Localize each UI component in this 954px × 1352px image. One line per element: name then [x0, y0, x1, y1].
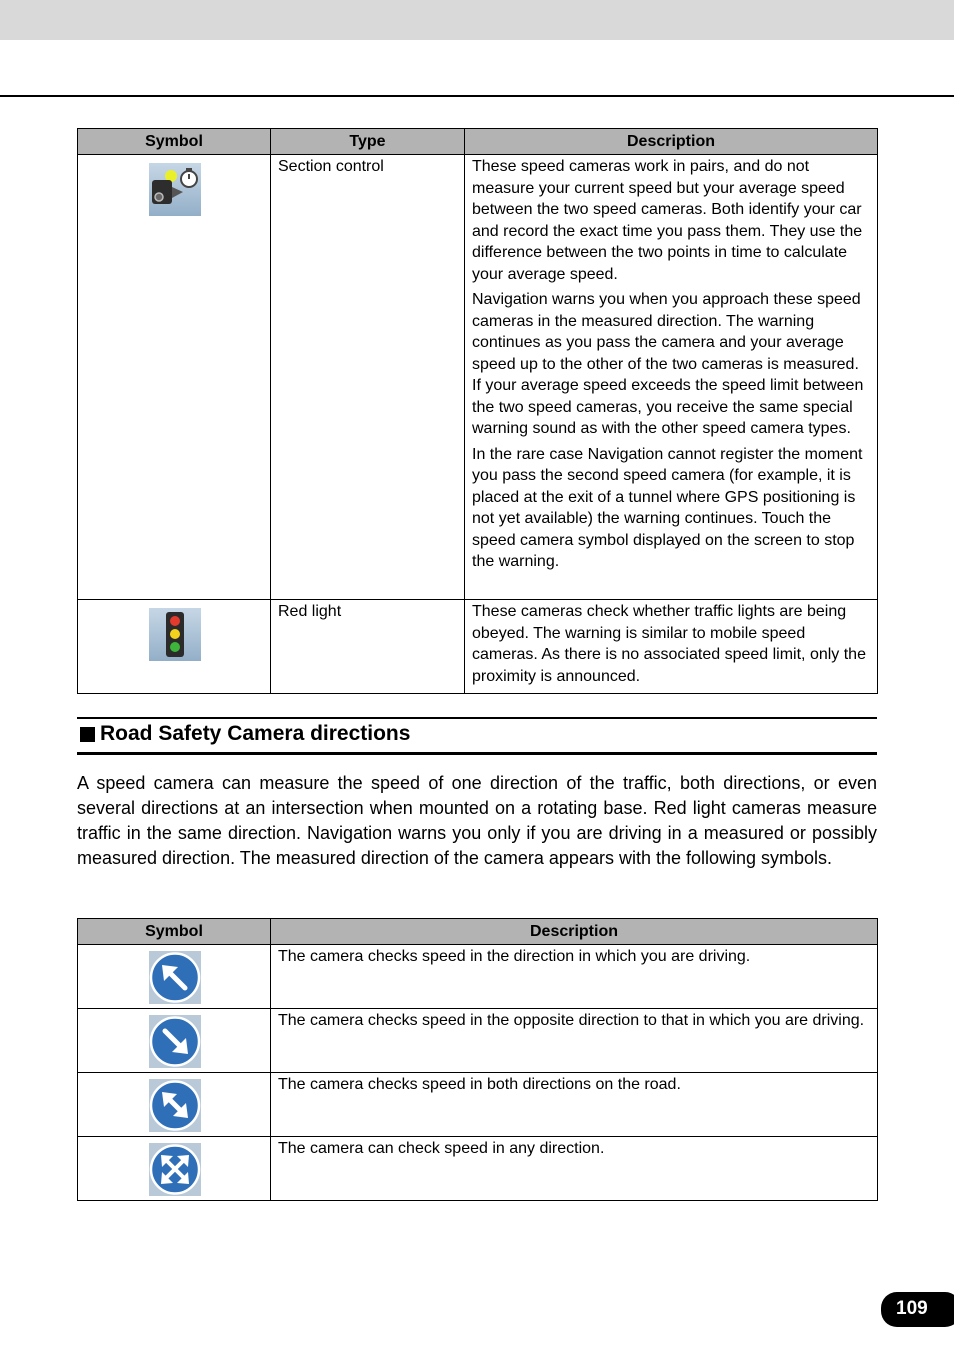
- camera-types-table: [77, 128, 878, 694]
- description-cell: [465, 155, 878, 600]
- table-row: [78, 1137, 878, 1201]
- header-type: Type: [271, 129, 465, 155]
- arrow-same-direction-icon: [149, 951, 201, 1004]
- description-cell: The camera checks speed in the direction in which you are driving.: [271, 945, 878, 1009]
- description-paragraph: These speed cameras work in pairs, and do not measure your current speed but your average speed between the two speed cameras. Both identify your car and record the exact time you pass them. They use the difference between the two points in time to calculate your average speed.: [472, 158, 863, 283]
- type-cell: Section control: [271, 155, 465, 600]
- header-rule: [0, 95, 954, 97]
- table-row: [78, 945, 878, 1009]
- section-heading: [77, 717, 877, 755]
- page-number: 109: [896, 1298, 928, 1319]
- header-symbol: Symbol: [78, 129, 271, 155]
- traffic-light-icon: [149, 608, 201, 661]
- page-number-badge: [881, 1292, 954, 1327]
- camera-directions-table: [77, 918, 878, 1201]
- description-paragraph: These cameras check whether traffic lights are being obeyed. The warning is similar to mobile speed cameras. As there is no associated speed limit, only the proximity is announced.: [472, 603, 866, 685]
- symbol-cell: [78, 600, 271, 694]
- description-paragraph: In the rare case Navigation cannot register the moment you pass the second speed camera (for example, it is placed at the exit of a tunnel where GPS positioning is not yet available) the warning continues. Touch the speed camera symbol displayed on the screen to stop the warning.: [472, 445, 863, 570]
- description-cell: [465, 600, 878, 694]
- table-row: [78, 1073, 878, 1137]
- table-header-row: [78, 919, 878, 945]
- symbol-cell: [78, 945, 271, 1009]
- description-cell: The camera checks speed in both directions on the road.: [271, 1073, 878, 1137]
- header-symbol: Symbol: [78, 919, 271, 945]
- header-description: Description: [465, 129, 878, 155]
- description-paragraph: Navigation warns you when you approach these speed cameras in the measured direction. The warning continues as you pass the camera and your average speed up to the other of the two cameras is measured. If your average speed exceeds the speed limit between the two speed cameras, you receive the same special warning sound as with the other speed camera types.: [472, 291, 864, 437]
- section-paragraph: A speed camera can measure the speed of one direction of the traffic, both directions, or even several directions at an intersection when mounted on a rotating base. Red light cameras measure traffic in the same direction. Navigation warns you only if you are driving in a measured or possibly measured direction. The measured direction of the camera appears with the following symbols.: [77, 773, 877, 868]
- section-title: Road Safety Camera directions: [100, 722, 411, 745]
- type-cell: Red light: [271, 600, 465, 694]
- top-bar: [0, 0, 954, 40]
- arrow-both-directions-icon: [149, 1079, 201, 1132]
- symbol-cell: [78, 155, 271, 600]
- description-cell: The camera checks speed in the opposite direction to that in which you are driving.: [271, 1009, 878, 1073]
- symbol-cell: [78, 1009, 271, 1073]
- symbol-cell: [78, 1073, 271, 1137]
- symbol-cell: [78, 1137, 271, 1201]
- section-control-camera-icon: [149, 163, 201, 216]
- table-row: [78, 155, 878, 600]
- arrow-any-direction-icon: [149, 1143, 201, 1196]
- header-description: Description: [271, 919, 878, 945]
- heading-square-marker: [80, 727, 95, 742]
- table-row: [78, 600, 878, 694]
- arrow-opposite-direction-icon: [149, 1015, 201, 1068]
- table-row: [78, 1009, 878, 1073]
- description-cell: The camera can check speed in any direction.: [271, 1137, 878, 1201]
- table-header-row: [78, 129, 878, 155]
